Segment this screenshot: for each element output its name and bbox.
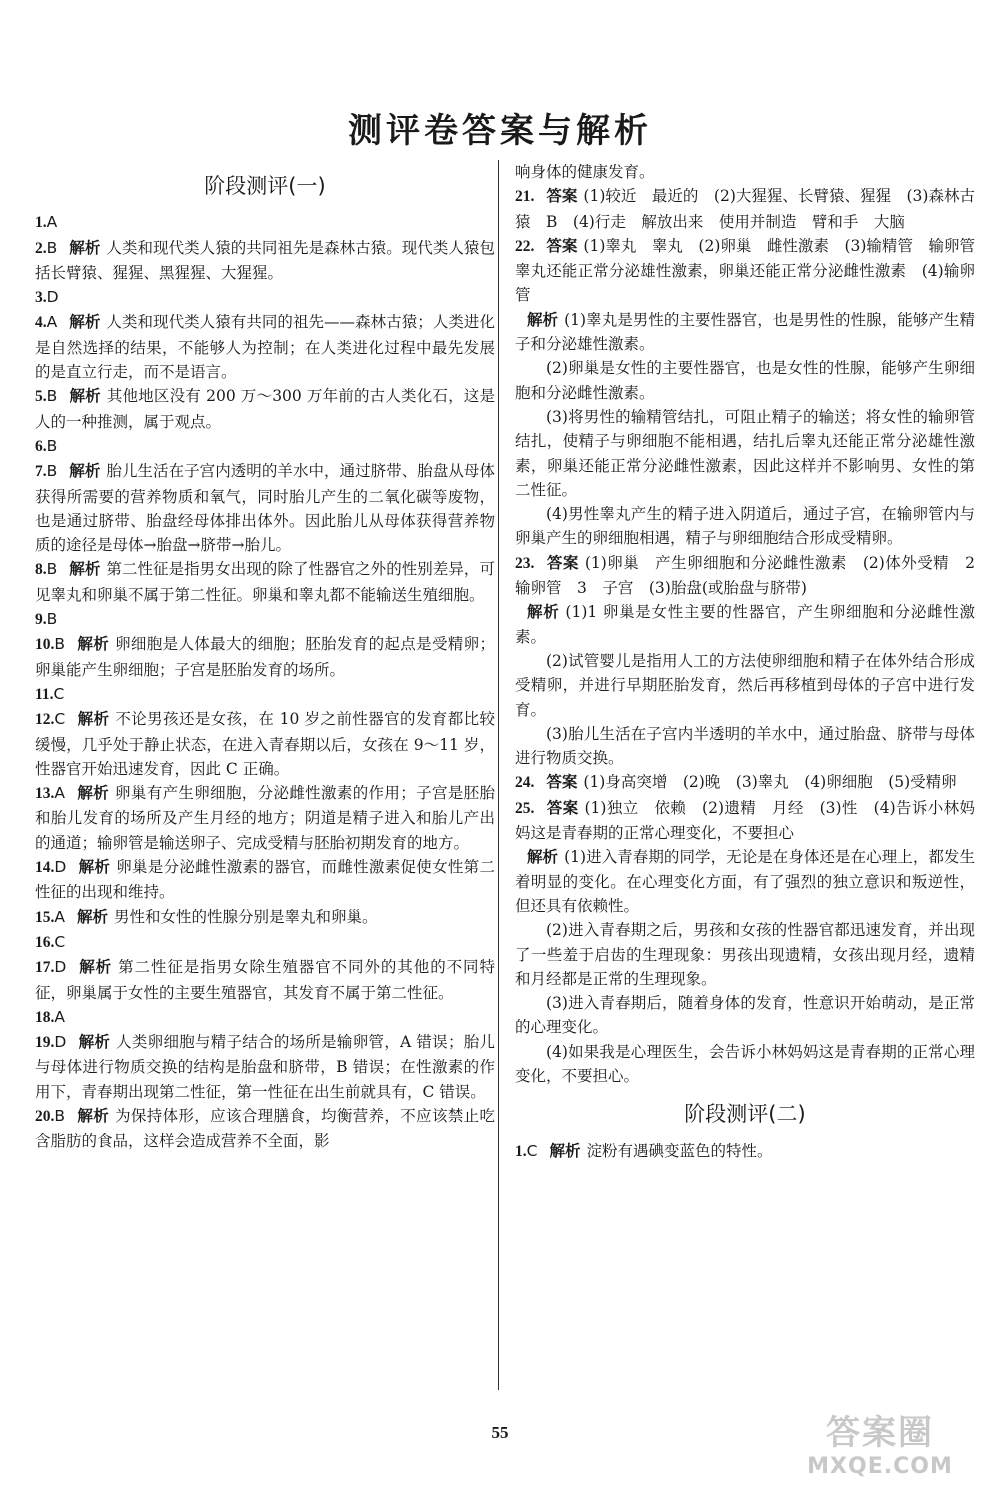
item-answer: A	[46, 213, 58, 232]
item-answer: B	[46, 387, 58, 406]
answer-item	[35, 1104, 495, 1154]
item-keyword: 解析	[69, 387, 101, 406]
answer-item	[515, 770, 975, 795]
item-number: 20.	[35, 1107, 55, 1125]
item-answer: C	[526, 1141, 538, 1160]
answer-item	[515, 1139, 975, 1164]
item-number: 25.	[515, 799, 535, 817]
page-title: 测评卷答案与解析	[348, 111, 652, 151]
answer-item	[35, 459, 495, 557]
answer-list-right	[515, 184, 991, 1088]
answer-item	[35, 905, 495, 930]
answer-item	[35, 236, 495, 286]
item-number: 17.	[35, 959, 55, 977]
item-keyword: 答案	[546, 553, 579, 572]
item-answer: B	[46, 436, 58, 455]
item-keyword: 答案	[546, 187, 578, 206]
item-keyword: 解析	[527, 603, 560, 622]
item-number: 13.	[35, 785, 55, 803]
item-number: 8.	[35, 561, 47, 579]
item-keyword: 解析	[527, 310, 559, 329]
item-answer: D	[54, 858, 67, 877]
item-keyword: 解析	[69, 238, 101, 257]
item-text: 淀粉有遇碘变蓝色的特性。	[586, 1141, 773, 1160]
item-number: 14.	[35, 859, 55, 877]
item-answer: D	[46, 288, 59, 307]
item-keyword: 答案	[546, 773, 578, 792]
item-text: (1)较近 最近的 (2)大猩猩、长臂猿、猩猩 (3)森林古猿 B (4)行走 解放出来 使用并制造 臂和手 大脑	[515, 187, 975, 231]
answer-item: (3)将男性的输精管结扎，可阻止精子的输送；将女性的输卵管结扎，使精子与卵细胞不能相遇，结扎后睾丸还能正常分泌雄性激素，卵巢还能正常分泌雌性激素，因此这样并不影响男、女性的第二性征。	[515, 407, 975, 499]
item-keyword: 解析	[549, 1141, 581, 1160]
item-keyword: 解析	[69, 462, 101, 481]
answer-item	[35, 384, 495, 434]
item-text: 其他地区没有 200 万～300 万年前的古人类化石，这是人的一种推测，属于观点。	[35, 387, 495, 431]
item-number: 11.	[35, 685, 54, 703]
item-text: (1)卵巢 产生卵细胞和分泌雌性激素 (2)体外受精 2 输卵管 3 子宫 (3)胎盘(或胎盘与脐带)	[515, 553, 991, 598]
answer-item	[515, 184, 975, 234]
item-answer: A	[54, 1007, 65, 1026]
item-answer: D	[54, 958, 67, 977]
answer-item	[515, 308, 975, 357]
item-text: (1)独立 依赖 (2)遗精 月经 (3)性 (4)告诉小林妈妈这是青春期的正常心理变化，不要担心	[515, 798, 975, 843]
item-number: 18.	[35, 1008, 55, 1026]
answer-item	[515, 234, 991, 308]
item-answer: C	[54, 932, 66, 951]
item-keyword: 解析	[78, 958, 113, 977]
item-text: 胎儿生活在子宫内透明的羊水中，通过脐带、胎盘从母体获得所需要的营养物质和氧气，同时胎儿产生的二氧化碳等废物，也是通过脐带、胎盘经母体排出体外。因此胎儿从母体获得营养物质的途径是母体→胎盘→脐带→胎儿。	[35, 462, 495, 555]
item-text: 人类卵细胞与精子结合的场所是输卵管，A 错误；胎儿与母体进行物质交换的结构是胎盘和脐带，B 错误；在性激素的作用下，青春期出现第二性征，第一性征在出生前就具有，C 错误。	[35, 1033, 495, 1101]
item-answer: B	[46, 462, 58, 481]
answer-item	[35, 310, 495, 384]
answer-item: (4)男性睾丸产生的精子进入阴道后，通过子宫，在输卵管内与卵巢产生的卵细胞相遇，精子与卵细胞结合形成受精卵。	[515, 505, 975, 548]
item-answer: B	[46, 238, 58, 257]
item-text: (1)进入青春期的同学，无论是在身体还是在心理上，都发生着明显的变化。在心理变化方面，有了强烈的独立意识和叛逆性，但还具有依赖性。	[515, 848, 975, 915]
item-keyword: 答案	[546, 798, 579, 817]
item-answer: B	[46, 560, 58, 579]
item-number: 15.	[35, 908, 55, 926]
answer-item	[35, 1005, 495, 1030]
item-number: 10.	[35, 636, 55, 654]
item-number: 24.	[515, 774, 535, 792]
answer-item	[35, 1030, 495, 1104]
watermark-url: MXQE.COM	[807, 1454, 953, 1479]
answer-item: (3)进入青春期后，随着身体的发育，性意识开始萌动，是正常的心理变化。	[515, 994, 975, 1037]
item-number: 22.	[515, 237, 535, 255]
column-divider	[498, 160, 499, 1390]
item-number: 12.	[35, 711, 55, 729]
item-text: 卵巢是分泌雌性激素的器官，而雌性激素促使女性第二性征的出现和维持。	[35, 858, 495, 902]
item-keyword: 解析	[78, 858, 111, 877]
item-text: (1)睾丸是男性的主要性器官，也是男性的性腺，能够产生精子和分泌雄性激素。	[515, 310, 975, 354]
item-keyword: 解析	[77, 1106, 110, 1125]
item-answer: A	[54, 907, 65, 926]
item-text: 男性和女性的性腺分别是睾丸和卵巢。	[114, 907, 378, 926]
item-text: (1)1 卵巢是女性主要的性器官，产生卵细胞和分泌雌性激素。	[515, 603, 975, 646]
section-heading-2: 阶段测评(二)	[684, 1102, 806, 1127]
answer-item: (2)卵巢是女性的主要性器官，也是女性的性腺，能够产生卵细胞和分泌雌性激素。	[515, 359, 975, 402]
item-number: 19.	[35, 1034, 55, 1052]
item-text: 不论男孩还是女孩，在 10 岁之前性器官的发育都比较缓慢，几乎处于静止状态，在进入青春期以后，女孩在 9～11 岁，性器官开始迅速发育，因此 C 正确。	[35, 710, 495, 778]
answer-item	[35, 855, 495, 905]
item-answer: B	[46, 610, 58, 629]
answer-item	[35, 210, 495, 235]
answer-item	[35, 607, 495, 632]
item-text: 第二性征是指男女除生殖器官不同外的其他的不同特征，卵巢属于女性的主要生殖器官，其发育不属于第二性征。	[35, 958, 495, 1002]
item-number: 6.	[35, 437, 47, 455]
item-answer: A	[54, 784, 65, 803]
answer-item	[515, 600, 975, 649]
answer-item	[35, 707, 495, 781]
answer-item	[515, 551, 991, 601]
item-keyword: 答案	[546, 236, 578, 255]
item-keyword: 解析	[69, 313, 101, 332]
answer-item	[35, 930, 495, 955]
item-answer: B	[54, 635, 66, 654]
item-answer: C	[53, 684, 65, 703]
item-keyword: 解析	[76, 784, 110, 803]
answer-list-section2	[515, 1139, 975, 1164]
item-text: 卵巢有产生卵细胞，分泌雌性激素的作用；子宫是胚胎和胎儿发育的场所及产生月经的地方；阴道是精子进入和胎儿产出的通道；输卵管是输送卵子、完成受精与胚胎初期发育的地方。	[35, 784, 495, 852]
item-answer: B	[54, 1106, 66, 1125]
item-number: 2.	[35, 239, 47, 257]
item-text: (1)睾丸 睾丸 (2)卵巢 雌性激素 (3)输精管 输卵管 睾丸还能正常分泌雄性激素，卵巢还能正常分泌雌性激素 (4)输卵管	[515, 236, 991, 305]
left-column	[35, 160, 495, 1154]
item-text: 人类和现代类人猿的共同祖先是森林古猿。现代类人猿包括长臂猿、猩猩、黑猩猩、大猩猩。	[35, 238, 495, 282]
answer-list-left	[35, 210, 495, 1153]
item-keyword: 解析	[69, 560, 101, 579]
item-number: 21.	[515, 188, 535, 206]
item-number: 9.	[35, 611, 47, 629]
answer-item	[35, 682, 495, 707]
item-text: 卵细胞是人体最大的细胞；胚胎发育的起点是受精卵；卵巢能产生卵细胞；子宫是胚胎发育的场所。	[35, 635, 495, 679]
item-answer: D	[54, 1033, 67, 1052]
watermark-text: 答案圈	[826, 1413, 934, 1453]
item-keyword: 解析	[527, 848, 559, 867]
answer-item	[515, 845, 975, 918]
item-number: 7.	[35, 463, 47, 481]
item-number: 4.	[35, 314, 47, 332]
page-number: 55	[491, 1423, 509, 1442]
right-column	[515, 160, 991, 1164]
item-number: 5.	[35, 388, 47, 406]
answer-item: (2)进入青春期之后，男孩和女孩的性器官都迅速发育，并出现了一些羞于启齿的生理现象：男孩出现遗精，女孩出现月经，遗精和月经都是正常的生理现象。	[515, 921, 975, 988]
item-number: 3.	[35, 289, 47, 307]
answer-item	[35, 285, 495, 310]
watermark-logo	[780, 1405, 980, 1485]
continuation-text: 响身体的健康发育。	[515, 163, 655, 181]
answer-item	[515, 796, 975, 846]
item-text: 为保持体形，应该合理膳食，均衡营养，不应该禁止吃含脂肪的食品，这样会造成营养不全面，影	[35, 1106, 495, 1151]
item-answer: A	[46, 313, 58, 332]
answer-item: (3)胎儿生活在子宫内半透明的羊水中，通过胎盘、脐带与母体进行物质交换。	[515, 724, 975, 768]
item-number: 1.	[35, 214, 47, 232]
item-number: 23.	[515, 554, 535, 572]
item-text: 人类和现代类人猿有共同的祖先——森林古猿；人类进化是自然选择的结果，不能够人为控制；在人类进化过程中最先发展的是直立行走，而不是语言。	[35, 313, 495, 382]
item-text: (1)身高突增 (2)晚 (3)睾丸 (4)卵细胞 (5)受精卵	[583, 773, 957, 792]
item-keyword: 解析	[77, 635, 110, 654]
answer-item	[35, 632, 495, 682]
answer-item: (4)如果我是心理医生，会告诉小林妈妈这是青春期的正常心理变化，不要担心。	[515, 1042, 975, 1085]
answer-item	[35, 955, 495, 1005]
item-keyword: 解析	[78, 1033, 111, 1052]
item-number: 1.	[515, 1142, 527, 1160]
answer-item	[35, 434, 495, 459]
item-keyword: 解析	[77, 710, 110, 729]
answer-item: (2)试管婴儿是指用人工的方法使卵细胞和精子在体外结合形成受精卵，并进行早期胚胎发育，然后再移植到母体的子宫中进行发育。	[515, 651, 975, 719]
answer-item	[35, 557, 495, 607]
answer-item	[35, 781, 495, 855]
item-answer: C	[54, 710, 66, 729]
item-keyword: 解析	[76, 907, 108, 926]
item-text: 第二性征是指男女出现的除了性器官之外的性别差异，可见睾丸和卵巢不属于第二性征。卵巢和睾丸都不能输送生殖细胞。	[35, 560, 495, 604]
section-heading-1: 阶段测评(一)	[204, 174, 326, 198]
item-number: 16.	[35, 933, 55, 951]
